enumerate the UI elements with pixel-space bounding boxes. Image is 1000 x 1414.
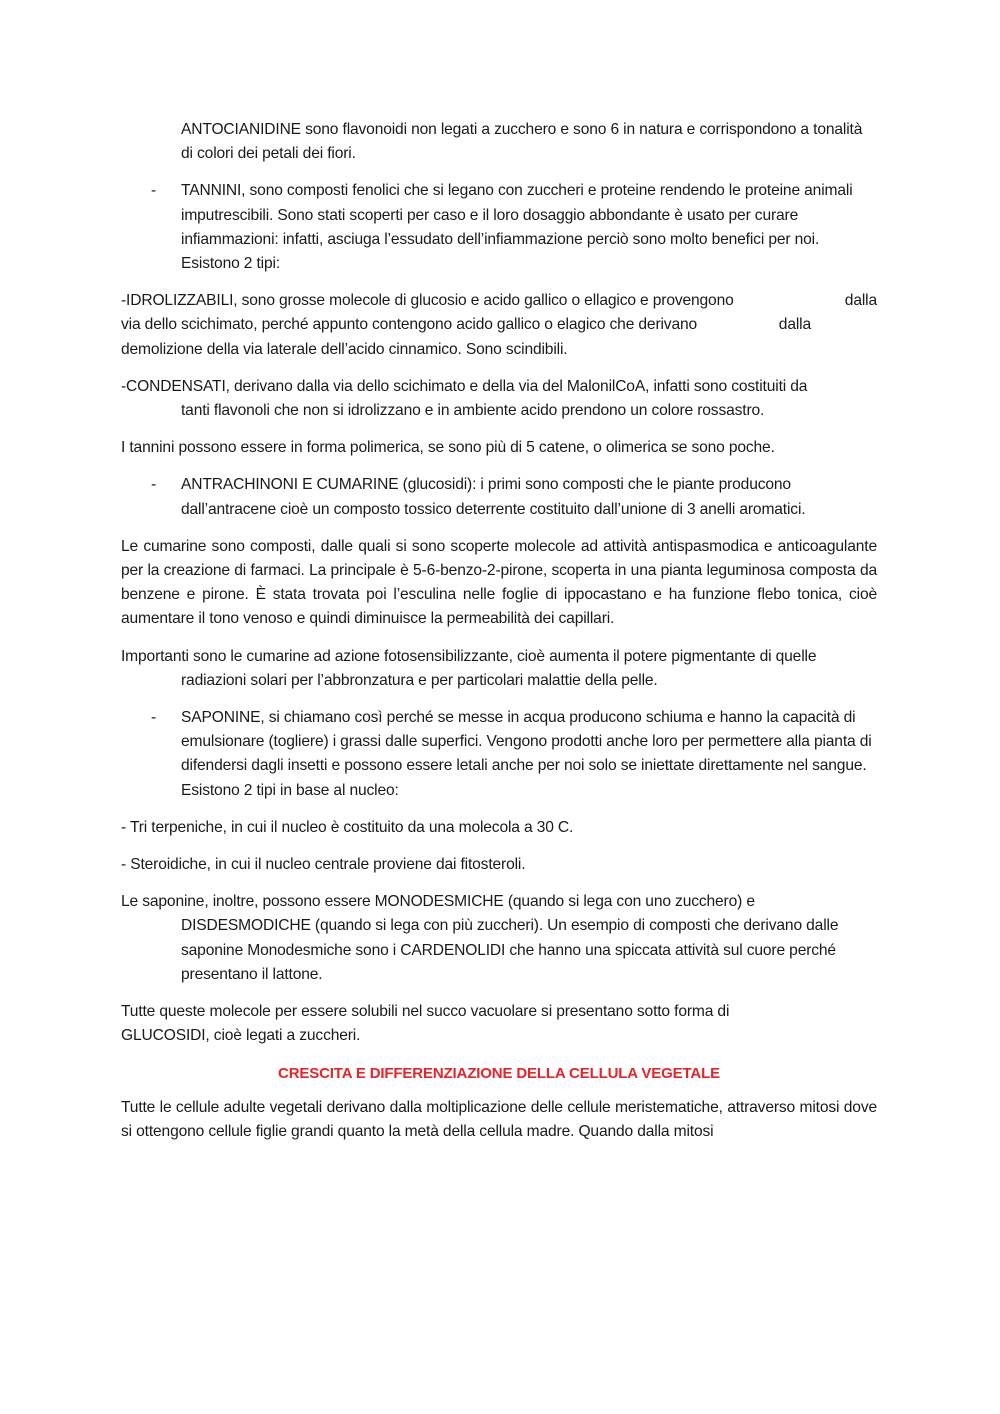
antrachinoni-bullet <box>121 473 877 521</box>
saponine-bullet <box>121 706 877 803</box>
idro-line-1: -IDROLIZZABILI, sono grosse molecole di glucosio e acido gallico o ellagico e provengono <box>121 292 734 310</box>
bullet-dash: - <box>151 182 157 200</box>
idro-line-2: via dello scichimato, perché appunto contengono acido gallico o elagico che derivano <box>121 316 698 334</box>
bullet-dash: - <box>151 476 157 494</box>
idro-line-2-end: dalla <box>778 316 811 334</box>
antrachinoni-text: ANTRACHINONI E CUMARINE (glucosidi): i primi sono composti che le piante producono dall’antracene cioè un composto tossico deterrente costituito dall’unione di 3 anelli aromatici. <box>181 476 806 518</box>
fotosensibilizzante-paragraph: Importanti sono le cumarine ad azione fotosensibilizzante, cioè aumenta il potere pigmentante di quelle radiazioni solari per l’abbronzatura e per particolari malattie della pelle. <box>121 647 817 689</box>
steroidiche-paragraph: - Steroidiche, in cui il nucleo centrale proviene dai fitosteroli. <box>121 856 526 874</box>
monodesmiche-paragraph: Le saponine, inoltre, possono essere MONODESMICHE (quando si lega con uno zucchero) e DISDESMODICHE (quando si lega con più zuccheri). Un esempio di composti che derivano dalle saponine Monodesmiche sono i CARDENOLIDI che hanno una spiccata attività sul cuore perché presentano il lattone. <box>121 893 839 983</box>
crescita-paragraph: Tutte le cellule adulte vegetali derivano dalla moltiplicazione delle cellule meristematiche, attraverso mitosi dove si ottengono cellule figlie grandi quanto la metà della cellula madre. Quando dalla mitosi <box>121 1098 877 1140</box>
idro-line-3: demolizione della via laterale dell’acido cinnamico. Sono scindibili. <box>121 340 568 358</box>
saponine-text: SAPONINE, si chiamano così perché se messe in acqua producono schiuma e hanno la capacità di emulsionare (togliere) i grassi dalle superfici. Vengono prodotti anche loro per permettere alla pianta di difendersi dagli insetti e possono essere letali anche per noi solo se iniettate direttamente nel sangue. Esistono 2 tipi in base al nucleo: <box>181 709 872 799</box>
idrolizzabili-paragraph <box>121 289 877 362</box>
bullet-dash: - <box>151 709 157 727</box>
idro-line-1-end: dalla <box>844 292 877 310</box>
condensati-paragraph: -CONDENSATI, derivano dalla via dello scichimato e della via del MalonilCoA, infatti sono costituiti da tanti flavonoli che non si idrolizzano e in ambiente acido prendono un colore rossastro. <box>121 377 808 420</box>
tannini-bullet <box>121 179 877 276</box>
document-body <box>121 118 877 1157</box>
triterpeniche-paragraph: - Tri terpeniche, in cui il nucleo è costituito da una molecola a 30 C. <box>121 818 574 836</box>
section-heading: CRESCITA E DIFFERENZIAZIONE DELLA CELLULA VEGETALE <box>278 1064 720 1082</box>
antocianidine-paragraph: ANTOCIANIDINE sono flavonoidi non legati a zucchero e sono 6 in natura e corrispondono a tonalità di colori dei petali dei fiori. <box>181 121 863 163</box>
tannini-text: TANNINI, sono composti fenolici che si legano con zuccheri e proteine rendendo le proteine animali imputrescibili. Sono stati scoperti per caso e il loro dosaggio abbondante è usato per curare infiammazioni: infatti, asciuga l’essudato dell’infiammazione perciò sono molto benefici per noi. Esistono 2 tipi: <box>181 182 853 273</box>
glucosidi-paragraph: Tutte queste molecole per essere solubili nel succo vacuolare si presentano sotto forma di GLUCOSIDI, cioè legati a zuccheri. <box>121 1003 730 1045</box>
tannini-forma-paragraph: I tannini possono essere in forma polimerica, se sono più di 5 catene, o olimerica se sono poche. <box>121 439 775 457</box>
cumarine-paragraph: Le cumarine sono composti, dalle quali si sono scoperte molecole ad attività antispasmodica e anticoagulante per la creazione di farmaci. La principale è 5-6-benzo-2-pirone, scoperta in una pianta leguminosa composta da benzene e pirone. È stata trovata poi l’esculina nelle foglie di ippocastano e ha funzione flebo tonica, cioè aumentare il tono venoso e quindi diminuisce la permeabilità dei capillari. <box>121 537 877 628</box>
